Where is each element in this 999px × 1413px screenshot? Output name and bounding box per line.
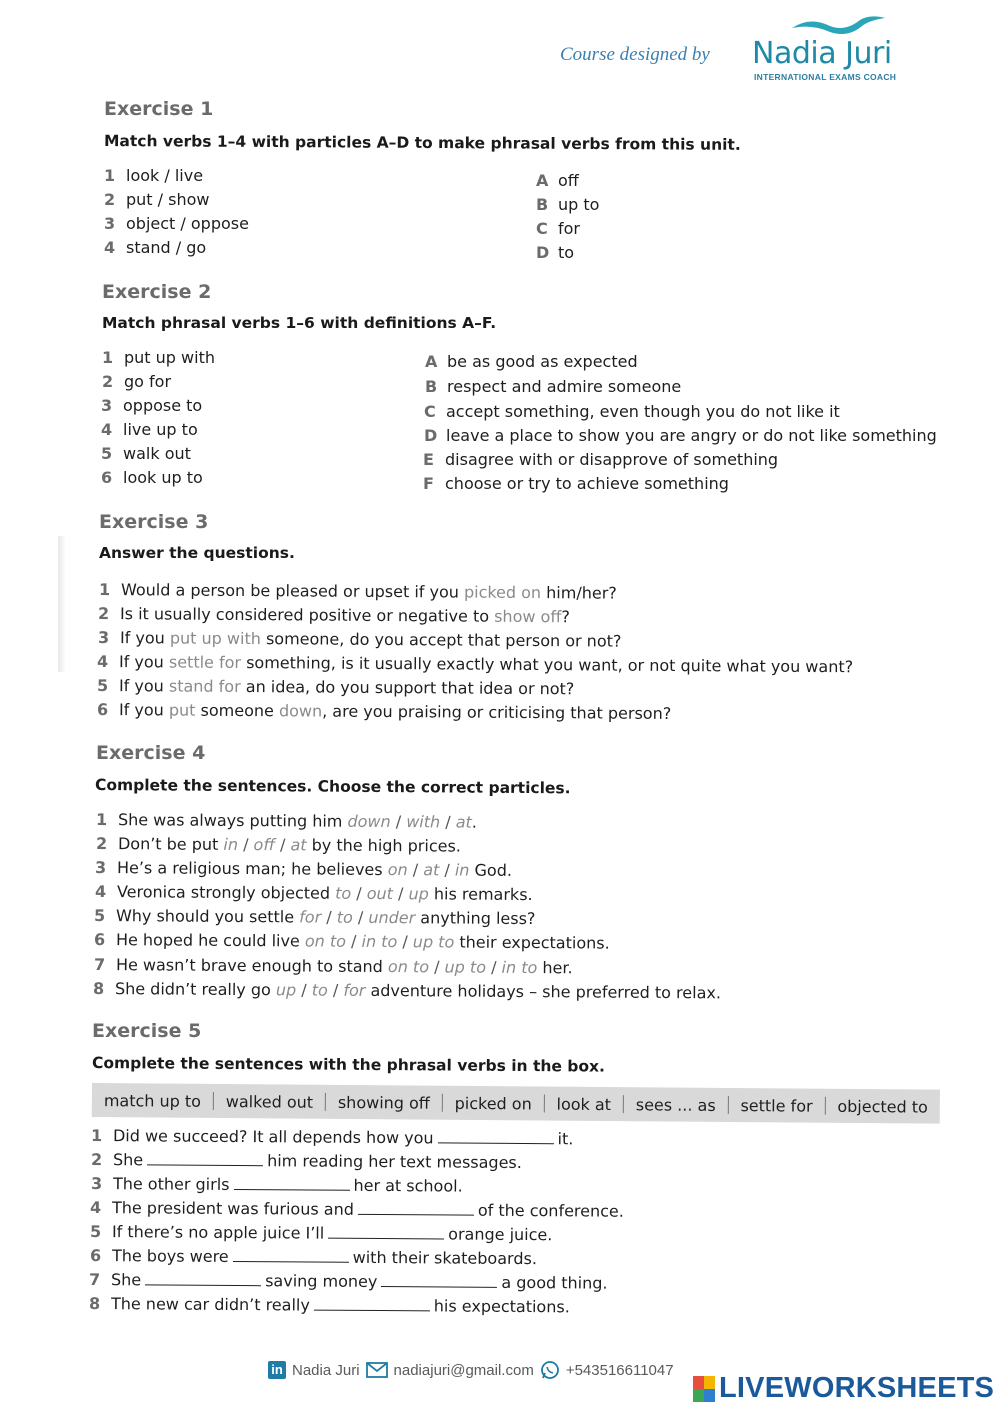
ex4-item: 2 Don’t be put in / off / at by the high prices. (95, 834, 461, 856)
word-box-item: walked out (225, 1091, 314, 1112)
answer-blank[interactable] (145, 1271, 261, 1286)
ex5-item: 5 If there’s no apple juice I’ll orange juice. (89, 1222, 553, 1245)
liveworksheets-label: LIVEWORKSHEETS (719, 1372, 995, 1404)
ex4-item: 6 He hoped he could live on to / in to / up to their expectations. (93, 930, 610, 953)
ex2-item: 4 live up to (101, 420, 198, 439)
ex3-item: 3 If you put up with someone, do you accept that person or not? (97, 628, 622, 651)
ex2-option: A be as good as expected (425, 352, 638, 371)
ex1-option: A off (536, 171, 579, 190)
ex2-option: F choose or try to achieve something (423, 474, 729, 493)
ex2-item: 6 look up to (101, 468, 203, 487)
ex1-option: D to (536, 243, 575, 262)
word-box (92, 1083, 940, 1124)
exercise-2-instruction: Match phrasal verbs 1–6 with definitions A–F. (102, 314, 497, 332)
answer-blank[interactable] (438, 1129, 554, 1144)
ex2-option: E disagree with or disapprove of something (423, 450, 779, 469)
ex4-item: 3 He’s a religious man; he believes on / at / in God. (94, 858, 513, 880)
ex2-item: 1 put up with (102, 348, 215, 367)
brand-name: Nadia Juri (752, 36, 892, 71)
ex4-item: 5 Why should you settle for / to / under anything less? (93, 906, 536, 929)
liveworksheets-logo-icon (693, 1376, 715, 1402)
word-box-item: showing off (337, 1092, 430, 1113)
exercise-1-title: Exercise 1 (104, 98, 214, 120)
ex1-item: 2 put / show (104, 190, 210, 209)
ex3-item: 2 Is it usually considered positive or negative to show off? (97, 604, 570, 627)
answer-blank[interactable] (328, 1225, 444, 1240)
phone-number: +543516611047 (565, 1361, 674, 1379)
word-box-item: objected to (837, 1096, 928, 1117)
ex3-item: 6 If you put someone down, are you praising or criticising that person? (96, 700, 672, 724)
contact-footer (268, 1360, 674, 1380)
course-designed-by: Course designed by (560, 44, 710, 65)
word-box-item: sees ... as (635, 1094, 716, 1115)
liveworksheets-brand (693, 1372, 994, 1405)
exercise-5-title: Exercise 5 (92, 1020, 202, 1042)
ex2-item: 2 go for (102, 372, 172, 391)
exercise-4-instruction: Complete the sentences. Choose the correct particles. (94, 776, 571, 798)
answer-blank[interactable] (147, 1151, 263, 1166)
answer-blank[interactable] (314, 1297, 430, 1312)
word-box-item: match up to (103, 1090, 202, 1111)
ex5-item: 1 Did we succeed? It all depends how you it. (90, 1126, 574, 1149)
linkedin-name: Nadia Juri (292, 1361, 360, 1379)
exercise-4-title: Exercise 4 (96, 742, 206, 764)
exercise-1-instruction: Match verbs 1–4 with particles A–D to make phrasal verbs from this unit. (103, 132, 741, 154)
ex2-option: D leave a place to show you are angry or do not like something (424, 426, 937, 445)
answer-blank[interactable] (358, 1201, 474, 1216)
ex3-item: 4 If you settle for something, is it usually exactly what you want, or not quite what you want? (96, 652, 854, 677)
word-box-item: picked on (454, 1093, 532, 1113)
ex5-item: 8 The new car didn’t really his expectations. (88, 1294, 570, 1317)
linkedin-icon: in (268, 1361, 286, 1379)
ex2-item: 3 oppose to (101, 396, 203, 415)
ex1-item: 3 object / oppose (104, 214, 249, 233)
ex4-item: 1 She was always putting him down / with / at. (95, 810, 477, 832)
answer-blank[interactable] (381, 1273, 497, 1288)
ex5-item: 3 The other girls her at school. (90, 1174, 463, 1196)
exercise-3-title: Exercise 3 (99, 511, 209, 533)
page-edge-shadow (58, 536, 66, 672)
exercise-3-instruction: Answer the questions. (99, 544, 295, 562)
exercise-2-title: Exercise 2 (102, 281, 212, 303)
ex4-item: 8 She didn’t really go up / to / for adventure holidays – she preferred to relax. (92, 979, 722, 1003)
word-box-item: settle for (740, 1095, 813, 1116)
brand-logo (752, 14, 912, 86)
ex4-item: 4 Veronica strongly objected to / out / up his remarks. (94, 882, 533, 905)
ex5-item: 6 The boys were with their skateboards. (89, 1246, 538, 1269)
word-box-item: look at (556, 1094, 612, 1114)
answer-blank[interactable] (233, 1176, 349, 1191)
brand-subtitle: INTERNATIONAL EXAMS COACH (754, 72, 897, 82)
whatsapp-icon (540, 1360, 560, 1380)
ex4-item: 7 He wasn’t brave enough to stand on to / up to / in to her. (93, 955, 573, 978)
ex5-item: 7 She saving money a good thing. (88, 1270, 608, 1293)
ex1-option: C for (536, 219, 580, 238)
ex3-item: 1 Would a person be pleased or upset if you picked on him/her? (98, 580, 617, 603)
ex1-item: 4 stand / go (104, 238, 207, 257)
ex5-item: 4 The president was furious and of the conference. (89, 1198, 624, 1221)
ex1-item: 1 look / live (104, 166, 204, 185)
ex2-option: C accept something, even though you do not like it (424, 402, 840, 421)
email-address: nadiajuri@gmail.com (393, 1361, 534, 1379)
ex2-option: B respect and admire someone (425, 377, 682, 396)
ex1-option: B up to (536, 195, 600, 214)
ex5-item: 2 She him reading her text messages. (90, 1150, 522, 1173)
ex3-item: 5 If you stand for an idea, do you support that idea or not? (96, 676, 575, 699)
answer-blank[interactable] (233, 1248, 349, 1263)
ex2-item: 5 walk out (101, 444, 191, 463)
exercise-5-instruction: Complete the sentences with the phrasal verbs in the box. (91, 1054, 606, 1076)
mail-icon (366, 1362, 388, 1378)
